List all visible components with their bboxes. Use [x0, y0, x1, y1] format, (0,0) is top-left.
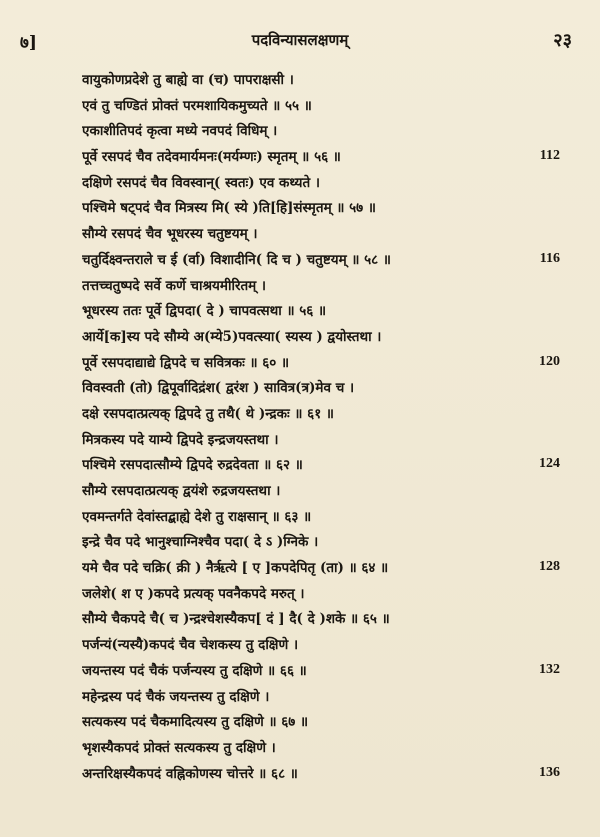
- verse-line: [0, 762, 600, 788]
- verse-text: सत्यकस्य पदं चैकमादित्यस्य तु दक्षिणे ॥ ६७ ॥: [82, 714, 309, 731]
- verse-text: इन्द्रे चैव पदे भानुश्चाग्निश्चैव पदा( दे ऽ )ग्निके ।: [82, 534, 319, 551]
- verse-text: मित्रकस्य पदे याम्ये द्विपदे इन्द्रजयस्तथा ।: [82, 431, 279, 448]
- verse-line: [0, 325, 600, 351]
- verse-line: [0, 196, 600, 222]
- verse-text: महेन्द्रस्य पदं चैकं जयन्तस्य तु दक्षिणे ।: [82, 688, 270, 705]
- verse-lines: [0, 68, 600, 787]
- verse-text: यमे चैव पदे चक्रि( क्री ) नैर्ऋत्ये [ ए ]कपदेपितृ (ता) ॥ ६४ ॥: [82, 560, 389, 577]
- page-header: [0, 28, 600, 56]
- verse-text: आर्ये[क]स्य पदे सौम्ये अ(म्ये5)पवत्स्या( स्यस्य ) द्वयोस्तथा ।: [82, 328, 382, 345]
- verse-line: [0, 505, 600, 531]
- verse-line: [0, 479, 600, 505]
- verse-line: [0, 402, 600, 428]
- verse-text: भृशस्यैकपदं प्रोक्तं सत्यकस्य तु दक्षिणे ।: [82, 739, 276, 756]
- line-number: 116: [539, 250, 560, 266]
- page-number: २३: [553, 30, 572, 51]
- verse-text: दक्षे रसपदात्प्रत्यक् द्विपदे तु तथै( थे )न्द्रकः ॥ ६१ ॥: [82, 405, 334, 422]
- line-number: 112: [539, 148, 560, 164]
- verse-line: [0, 685, 600, 711]
- verse-text: एवमन्तर्गते देवांस्तद्बाह्ये देशे तु राक्षसान् ॥ ६३ ॥: [82, 508, 312, 525]
- verse-text: पश्चिमे रसपदात्सौम्ये द्विपदे रुद्रदेवता ॥ ६२ ॥: [82, 457, 303, 474]
- verse-text: विवस्वती (तो) द्विपूर्वादिद्रंश( द्वरंश ) सावित्र(त्र)मेव च ।: [82, 380, 355, 397]
- verse-line: [0, 428, 600, 454]
- chapter-mark: ७]: [20, 33, 37, 53]
- verse-text: दक्षिणे रसपदं चैव विवस्वान्( स्वतः) एव कथ्यते ।: [82, 174, 320, 191]
- verse-text: एकाशीतिपदं कृत्वा मध्ये नवपदं विधिम् ।: [82, 123, 278, 140]
- line-number: 120: [539, 353, 560, 369]
- verse-line: [0, 274, 600, 300]
- line-number: 124: [539, 456, 560, 472]
- verse-line: [0, 710, 600, 736]
- verse-line: [0, 119, 600, 145]
- verse-text: पर्जन्यं(न्यस्यै)कपदं चैव चेशकस्य तु दक्षिणे ।: [82, 637, 299, 654]
- verse-line: [0, 582, 600, 608]
- verse-line: [0, 376, 600, 402]
- verse-text: सौम्ये चैकपदे चै( च )न्द्रश्चेशस्यैकप[ दं ] दै( दे )शके ॥ ६५ ॥: [82, 611, 390, 628]
- verse-text: तत्तच्चतुष्पदे सर्वे कर्णे चाश्रयमीरितम् ।: [82, 277, 267, 294]
- verse-line: [0, 607, 600, 633]
- verse-text: सौम्ये रसपदात्प्रत्यक् द्वयंशे रुद्रजयस्तथा ।: [82, 483, 281, 499]
- page-title: पदविन्यासलक्षणम्: [251, 31, 349, 49]
- verse-line: [0, 248, 600, 274]
- verse-line: [0, 736, 600, 762]
- verse-line: [0, 633, 600, 659]
- verse-line: [0, 530, 600, 556]
- verse-line: [0, 299, 600, 325]
- verse-text: पूर्वे रसपदं चैव तदेवमार्यमनः(मर्यम्णः) स्मृतम् ॥ ५६ ॥: [82, 149, 341, 166]
- verse-text: वायुकोणप्रदेशे तु बाह्ये वा (च) पापराक्षसी ।: [82, 72, 294, 88]
- verse-text: पश्चिमे षट्पदं चैव मित्रस्य मि( स्ये )ति[हि]संस्मृतम् ॥ ५७ ॥: [82, 200, 376, 217]
- verse-text: अन्तरिक्षस्यैकपदं वह्निकोणस्य चोत्तरे ॥ ६८ ॥: [82, 765, 298, 782]
- verse-text: चतुर्दिक्ष्वन्तराले च ई (र्वा) विशादीनि( दि च ) चतुष्टयम् ॥ ५८ ॥: [82, 251, 391, 268]
- verse-line: [0, 222, 600, 248]
- verse-line: [0, 68, 600, 94]
- verse-line: [0, 453, 600, 479]
- verse-line: [0, 556, 600, 582]
- verse-text: जलेशे( श ए )कपदे प्रत्यक् पवनैकपदे मरुत् ।: [82, 585, 305, 602]
- verse-line: [0, 145, 600, 171]
- verse-text: सौम्ये रसपदं चैव भूधरस्य चतुष्टयम् ।: [82, 226, 258, 243]
- line-number: 136: [539, 764, 560, 780]
- verse-text: भूधरस्य ततः पूर्वे द्विपदा( दे ) चापवत्सथा ॥ ५६ ॥: [82, 303, 327, 320]
- line-number: 128: [539, 559, 560, 575]
- verse-text: एवं तु चण्डितं प्रोक्तं परमशायिकमुच्यते ॥ ५५ ॥: [82, 97, 312, 114]
- verse-line: [0, 171, 600, 197]
- verse-text: पूर्वे रसपदाद्याद्ये द्विपदे च सवित्रकः ॥ ६० ॥: [82, 354, 290, 371]
- verse-line: [0, 351, 600, 377]
- verse-line: [0, 94, 600, 120]
- verse-line: [0, 659, 600, 685]
- verse-text: जयन्तस्य पदं चैकं पर्जन्यस्य तु दक्षिणे ॥ ६६ ॥: [82, 662, 307, 679]
- line-number: 132: [539, 661, 560, 677]
